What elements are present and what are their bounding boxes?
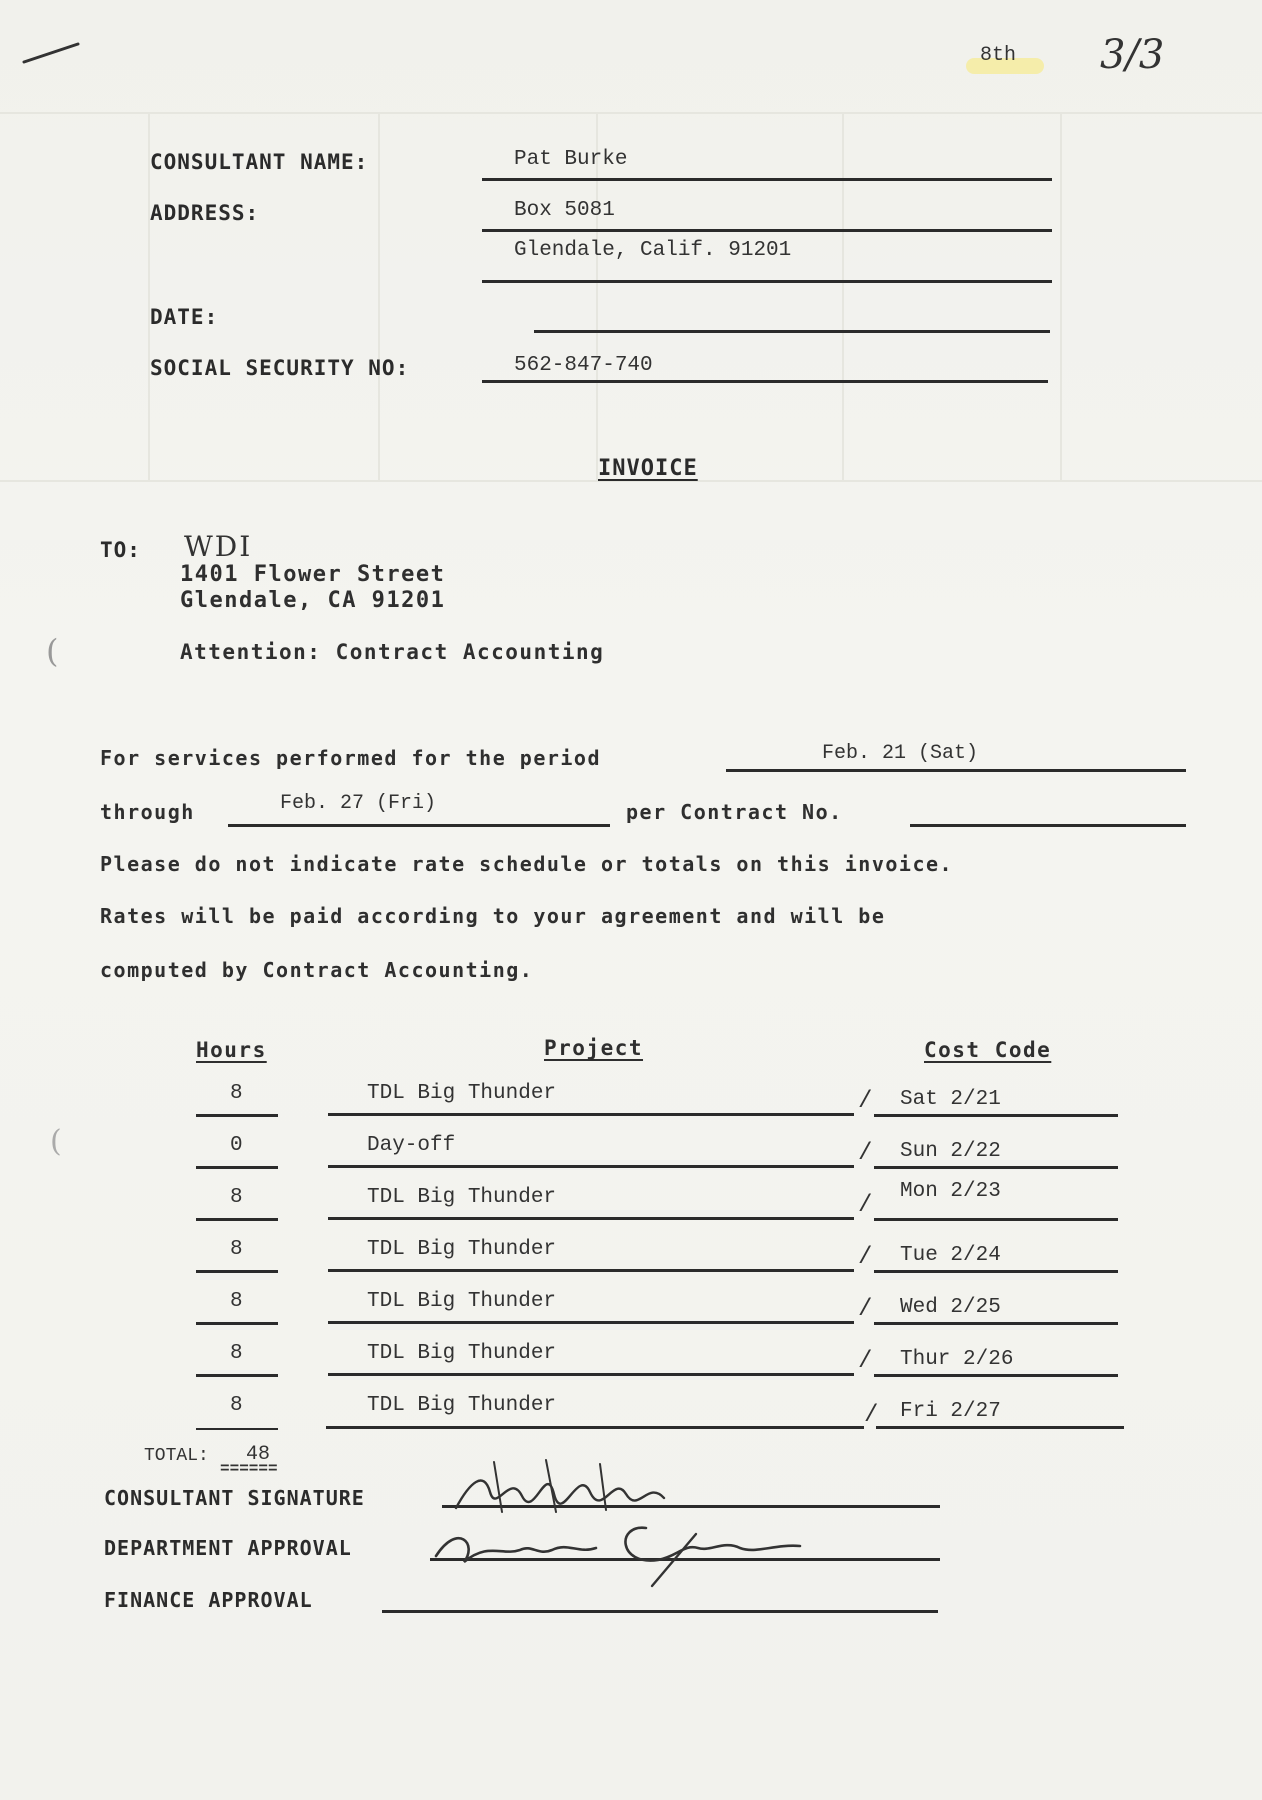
row-project-line [328, 1165, 854, 1168]
row-project: TDL Big Thunder [367, 1186, 557, 1209]
row-hours-line [196, 1114, 278, 1117]
row-hours: 0 [230, 1134, 243, 1157]
row-hours-line [196, 1218, 278, 1221]
row-project-line [328, 1113, 854, 1116]
row-hours-line [196, 1270, 278, 1273]
period-end: Feb. 27 (Fri) [280, 792, 437, 815]
consultant-name-line [482, 178, 1052, 181]
row-hours: 8 [230, 1394, 243, 1417]
row-slash: / [858, 1296, 873, 1323]
to-label: TO: [100, 538, 141, 562]
row-slash: / [858, 1244, 873, 1271]
row-project-line [326, 1426, 864, 1429]
header-project: Project [544, 1036, 644, 1060]
contract-label: per Contract No. [626, 800, 843, 824]
finance-approval-line [382, 1610, 938, 1613]
row-project-line [328, 1373, 854, 1376]
department-approval-label: DEPARTMENT APPROVAL [104, 1536, 352, 1560]
through-label: through [100, 800, 195, 824]
row-project: TDL Big Thunder [367, 1394, 557, 1417]
ssn-label: SOCIAL SECURITY NO: [150, 356, 410, 380]
row-project-line [328, 1321, 854, 1324]
row-hours: 8 [230, 1238, 243, 1261]
row-cost-line [874, 1114, 1118, 1117]
row-hours-line [196, 1374, 278, 1377]
address-line1-rule [482, 229, 1052, 232]
row-hours: 8 [230, 1290, 243, 1313]
row-project: Day-off [367, 1134, 456, 1157]
consultant-signature-label: CONSULTANT SIGNATURE [104, 1486, 365, 1510]
row-cost-code: Tue 2/24 [900, 1244, 1001, 1267]
date-line [534, 330, 1050, 333]
ghost-rule [842, 112, 844, 480]
row-hours: 8 [230, 1082, 243, 1105]
row-project-line [328, 1217, 854, 1220]
row-cost-line [874, 1218, 1118, 1221]
top-note: 8th [980, 44, 1017, 67]
ghost-rule [0, 112, 1262, 114]
period-start: Feb. 21 (Sat) [822, 742, 979, 765]
row-cost-code: Wed 2/25 [900, 1296, 1001, 1319]
row-hours: 8 [230, 1186, 243, 1209]
row-project: TDL Big Thunder [367, 1082, 557, 1105]
row-slash: / [864, 1402, 879, 1429]
instruction-line-2: Rates will be paid according to your agreement and will be [100, 904, 886, 928]
row-slash: / [858, 1140, 873, 1167]
ssn-line [482, 380, 1048, 383]
header-cost-code: Cost Code [924, 1038, 1052, 1062]
to-street: 1401 Flower Street [180, 562, 446, 587]
ghost-rule [1060, 112, 1062, 480]
pen-mark-icon [20, 38, 84, 78]
row-cost-line [876, 1426, 1124, 1429]
row-cost-code: Mon 2/23 [900, 1180, 1001, 1203]
row-project-line [328, 1269, 854, 1272]
row-cost-code: Fri 2/27 [900, 1400, 1001, 1423]
row-project: TDL Big Thunder [367, 1342, 557, 1365]
invoice-title: INVOICE [598, 456, 698, 481]
address-line1: Box 5081 [514, 199, 615, 222]
to-city: Glendale, CA 91201 [180, 588, 446, 613]
consultant-name-label: CONSULTANT NAME: [150, 150, 369, 174]
consultant-name-value: Pat Burke [514, 148, 628, 171]
period-end-line [228, 824, 610, 827]
period-start-line [726, 769, 1186, 772]
total-value: 48 [246, 1443, 271, 1466]
row-hours: 8 [230, 1342, 243, 1365]
row-cost-line [874, 1374, 1118, 1377]
header-hours: Hours [196, 1038, 267, 1062]
row-cost-line [874, 1166, 1118, 1169]
table-row [0, 1180, 1262, 1236]
table-row [0, 1238, 1262, 1288]
row-cost-code: Sun 2/22 [900, 1140, 1001, 1163]
row-project: TDL Big Thunder [367, 1290, 557, 1313]
ssn-value: 562-847-740 [514, 354, 653, 377]
instruction-line-3: computed by Contract Accounting. [100, 958, 534, 982]
row-hours-line [196, 1322, 278, 1325]
attention-line: Attention: Contract Accounting [180, 640, 605, 664]
table-row [0, 1394, 1262, 1444]
row-slash: / [858, 1192, 873, 1219]
row-cost-line [874, 1270, 1118, 1273]
margin-mark: ( [50, 1124, 62, 1159]
address-label: ADDRESS: [150, 201, 260, 225]
row-cost-line [874, 1322, 1118, 1325]
row-cost-code: Sat 2/21 [900, 1088, 1001, 1111]
row-hours-line [196, 1428, 278, 1430]
department-signature-icon [428, 1504, 808, 1588]
total-label: TOTAL: [144, 1446, 209, 1466]
total-double-underline: ====== [220, 1460, 278, 1478]
row-cost-code: Thur 2/26 [900, 1348, 1014, 1371]
contract-line [910, 824, 1186, 827]
row-slash: / [858, 1088, 873, 1115]
address-line2: Glendale, Calif. 91201 [514, 239, 792, 262]
row-hours-line [196, 1166, 278, 1169]
table-row [0, 1082, 1262, 1132]
margin-mark: ( [46, 632, 59, 670]
row-project: TDL Big Thunder [367, 1238, 557, 1261]
to-name: WDI [184, 530, 253, 563]
period-intro: For services performed for the period [100, 746, 602, 770]
table-row [0, 1134, 1262, 1184]
table-row [0, 1290, 1262, 1340]
ghost-rule [378, 112, 380, 480]
row-slash: / [858, 1348, 873, 1375]
instruction-line-1: Please do not indicate rate schedule or totals on this invoice. [100, 852, 954, 876]
date-label: DATE: [150, 305, 219, 329]
finance-approval-label: FINANCE APPROVAL [104, 1588, 313, 1612]
page-number: 3/3 [1100, 32, 1165, 78]
address-line2-rule [482, 280, 1052, 283]
table-row [0, 1342, 1262, 1392]
